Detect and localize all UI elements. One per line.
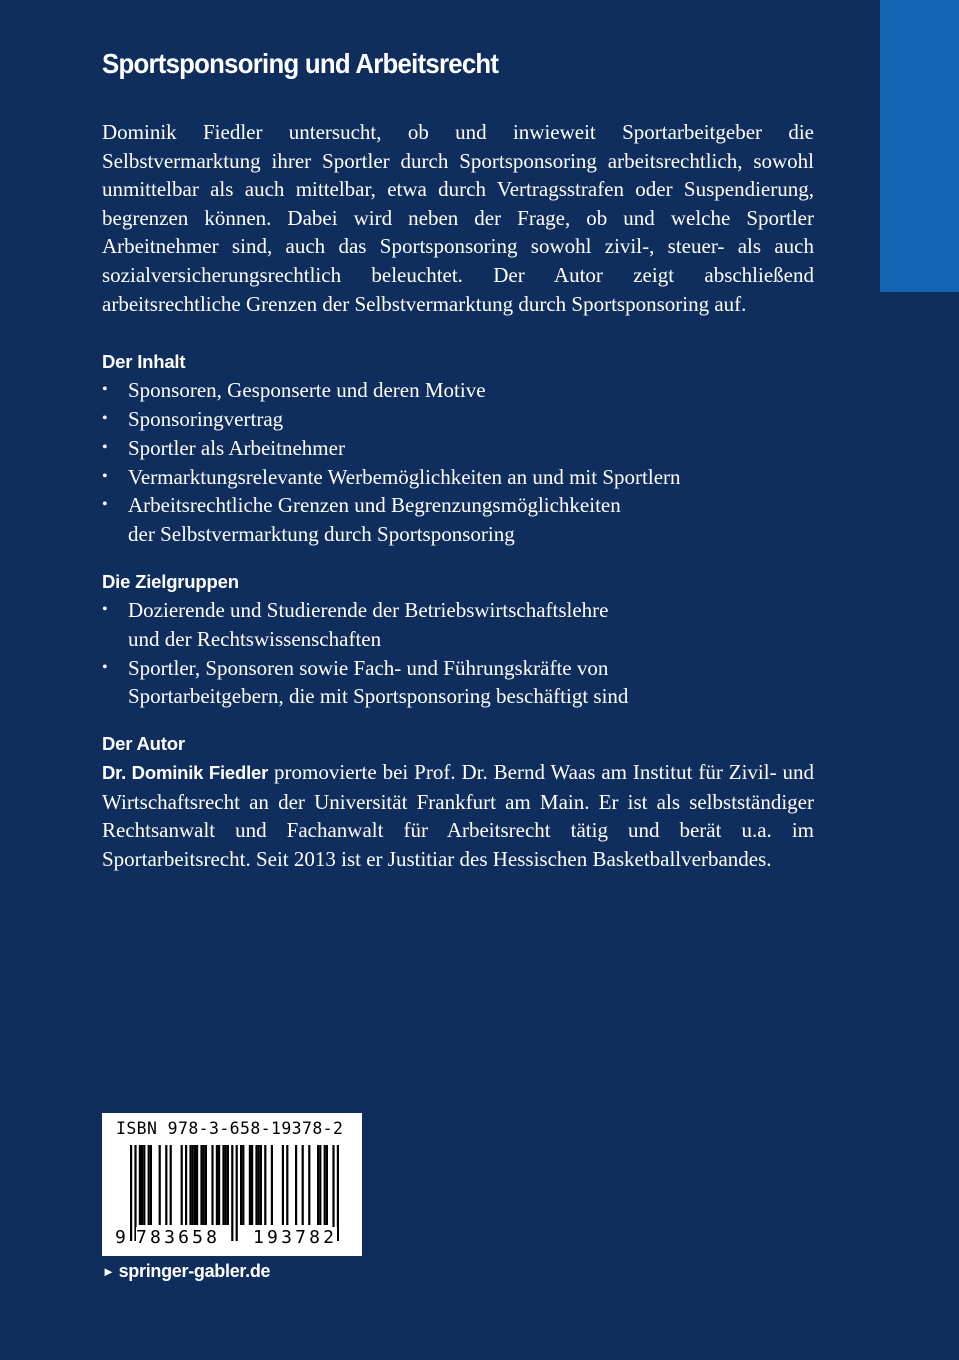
barcode-bar <box>264 1145 266 1225</box>
bullet-icon: • <box>102 600 108 618</box>
barcode-bar <box>286 1145 288 1225</box>
barcode-bar <box>308 1145 310 1225</box>
barcode-bar <box>222 1145 224 1225</box>
barcode-bar <box>185 1145 187 1225</box>
barcode-bar <box>196 1145 198 1225</box>
list-item: • Dozierende und Studierende der Betriebswirtschaftslehre und der Rechtswissenschaften <box>102 597 609 651</box>
barcode-bar <box>205 1145 207 1225</box>
barcode-bar <box>282 1145 284 1225</box>
author-name: Dr. Dominik Fiedler <box>102 762 269 784</box>
bullet-icon: • <box>102 438 108 456</box>
bullet-icon: • <box>102 496 108 514</box>
barcode-bar <box>242 1145 244 1225</box>
autor-section <box>102 730 814 873</box>
barcode-bar <box>192 1145 194 1225</box>
barcode-bar <box>260 1145 262 1225</box>
list-item: • Sponsoringvertrag <box>102 405 814 434</box>
list-item: • Sportler als Arbeitnehmer <box>102 434 814 463</box>
inhalt-heading: Der Inhalt <box>102 351 186 373</box>
publisher-link[interactable] <box>102 1261 270 1282</box>
autor-heading: Der Autor <box>102 733 185 755</box>
barcode-bar <box>255 1145 257 1225</box>
barcode-bar <box>203 1145 205 1225</box>
barcode-bar <box>141 1145 143 1225</box>
ean-left-group: 783658 <box>136 1227 221 1248</box>
barcode-bar <box>150 1145 152 1225</box>
list-item: • Sponsoren, Gesponserte und deren Motive <box>102 376 814 405</box>
bullet-icon: • <box>102 409 108 427</box>
barcode-bar <box>159 1145 161 1225</box>
bullet-icon: • <box>102 381 108 399</box>
barcode-bar <box>218 1145 220 1225</box>
barcode-bar <box>236 1145 238 1241</box>
isbn-barcode <box>102 1113 362 1256</box>
accent-bar <box>880 0 959 292</box>
barcode-bar <box>317 1145 319 1225</box>
barcode-bar <box>258 1145 260 1225</box>
barcode-bar <box>302 1145 304 1225</box>
barcode-bar <box>240 1145 242 1225</box>
barcode-bar <box>181 1145 183 1225</box>
barcode-bar <box>251 1145 253 1225</box>
barcode-bar <box>295 1145 297 1225</box>
barcode-bar <box>194 1145 196 1225</box>
barcode-bar <box>130 1145 132 1241</box>
inhalt-section <box>102 348 814 549</box>
zielgruppen-list <box>102 596 814 711</box>
barcode-bar <box>271 1145 273 1225</box>
barcode-bar <box>324 1145 326 1225</box>
barcode-bar <box>216 1145 218 1225</box>
list-item: • Vermarktungsrelevante Werbemöglichkeiten an und mit Sportlern <box>102 463 814 492</box>
list-item: • Arbeitsrechtliche Grenzen und Begrenzungsmöglichkeiten der Selbstvermarktung durch Sportsponsoring <box>102 493 621 547</box>
barcode-bar <box>139 1145 141 1225</box>
barcode-bar <box>211 1145 213 1225</box>
list-item: • Sportler, Sponsoren sowie Fach- und Führungskräfte von Sportarbeitgebern, die mit Sportsponsoring beschäftigt sind <box>102 655 629 709</box>
barcode-bar <box>326 1145 328 1225</box>
barcode-bar <box>143 1145 145 1225</box>
barcode-bar <box>170 1145 172 1225</box>
ean-first-digit: 9 <box>115 1227 126 1248</box>
book-description: Dominik Fiedler untersucht, ob und inwieweit Sportarbeitgeber die Selbstvermarktung ihrer Sportler durch Sportsponsoring arbeitsrechtlich, sowohl unmittelbar als auch mittelbar, etwa durch Vertragsstrafen oder Suspendierung, begrenzen können. Dabei wird neben der Frage, ob und welche Sportler Arbeitnehmer sind, auch das Sportsponsoring sowohl zivil-, steuer- als auch sozialversicherungsrechtlich beleuchtet. Der Autor zeigt abschließend arbeitsrechtliche Grenzen der Selbstvermarktung durch Sportsponsoring auf. <box>102 120 814 316</box>
book-title: Sportsponsoring und Arbeitsrecht <box>102 48 499 79</box>
bullet-icon: • <box>102 658 108 676</box>
zielgruppen-section <box>102 568 814 711</box>
back-cover-content <box>102 44 814 874</box>
barcode-bar <box>189 1145 191 1225</box>
isbn-label: ISBN 978-3-658-19378-2 <box>116 1119 344 1138</box>
barcode-bar <box>319 1145 321 1225</box>
barcode-bar <box>225 1145 227 1225</box>
publisher-url: springer-gabler.de <box>118 1261 271 1281</box>
barcode-bar <box>165 1145 167 1225</box>
zielgruppen-heading: Die Zielgruppen <box>102 570 239 592</box>
bullet-icon: • <box>102 467 108 485</box>
inhalt-list <box>102 376 814 549</box>
barcode-bar <box>200 1145 202 1225</box>
barcode-bar <box>249 1145 251 1225</box>
ean-right-group: 193782 <box>253 1227 338 1248</box>
barcode-bar <box>227 1145 229 1225</box>
autor-bio: Dr. Dominik Fiedler promovierte bei Prof. Dr. Bernd Waas am Institut für Zivil- und Wirtschaftsrecht an der Universität Frankfurt am Main. Er ist als selbstständiger Rechtsanwalt und Fachanwalt für Arbeitsrecht tätig und berät u.a. im Sportarbeitsrecht. Seit 2013 ist er Justitiar des Hessischen Basketballverbandes. <box>102 760 814 871</box>
barcode-bar <box>148 1145 150 1225</box>
barcode-bar <box>231 1145 233 1241</box>
arrow-icon: ► <box>102 1264 115 1279</box>
